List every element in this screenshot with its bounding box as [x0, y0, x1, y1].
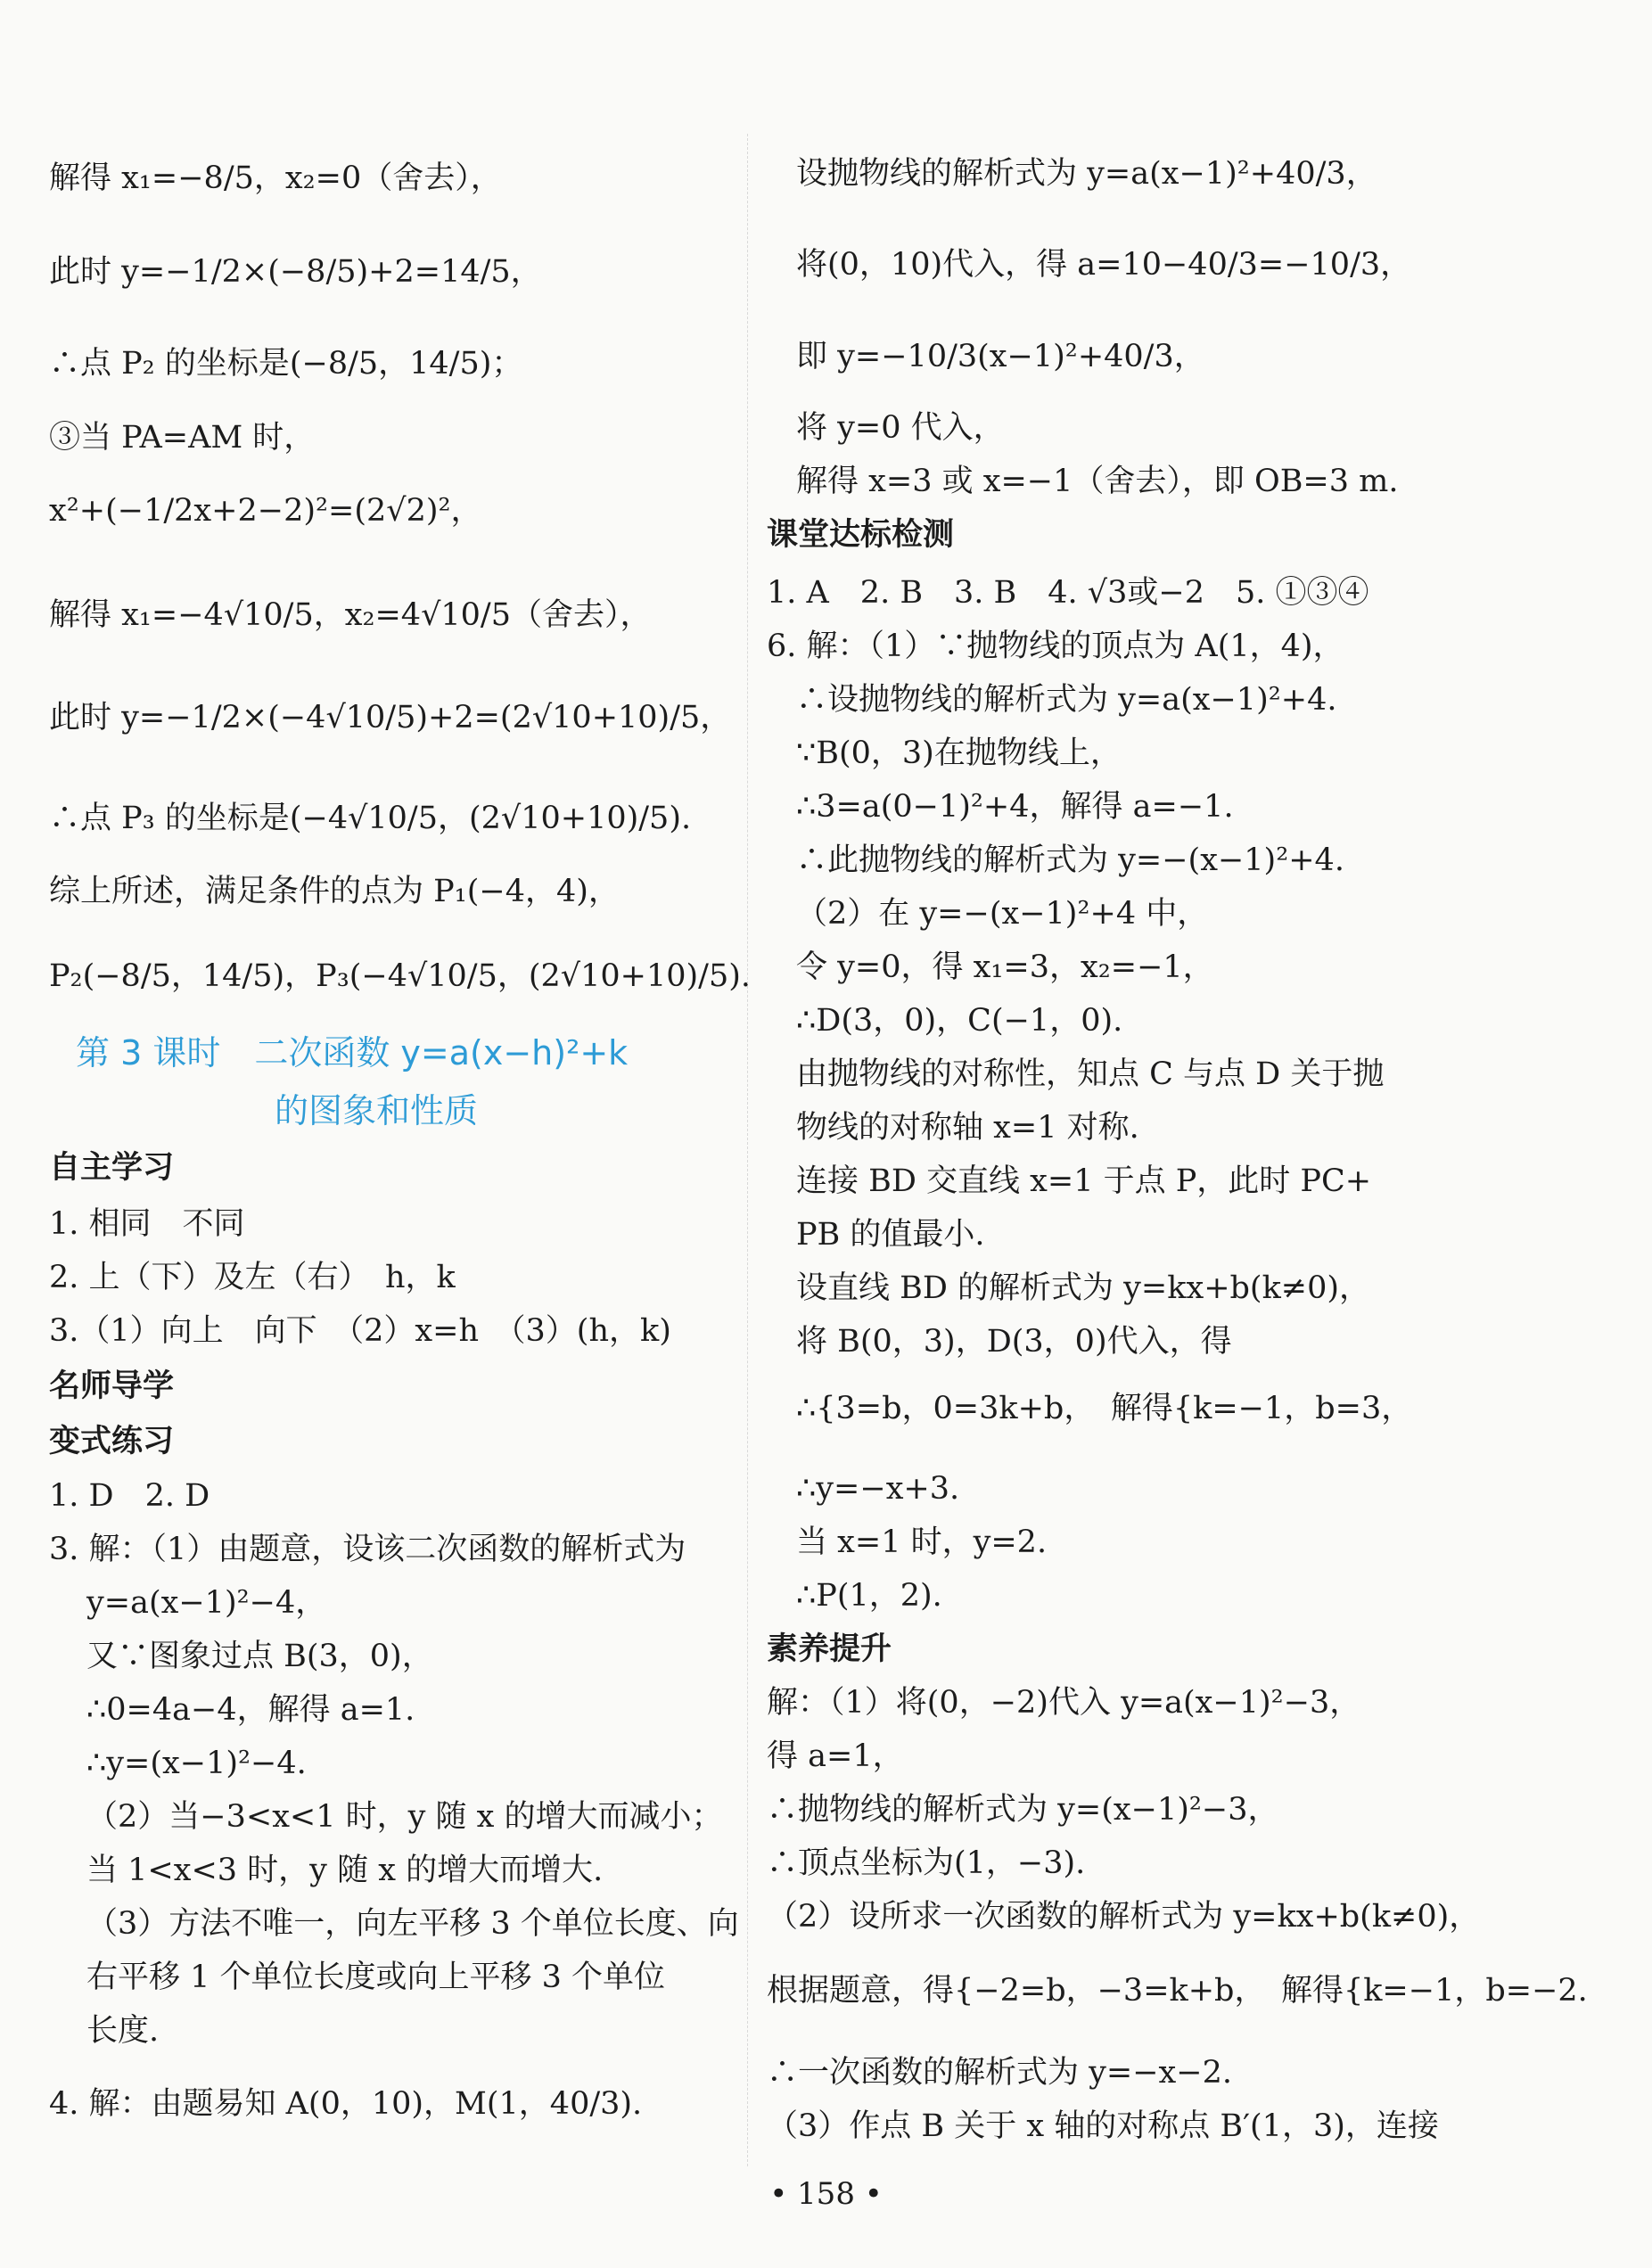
- text-line: ∴点 P₂ 的坐标是(−8/5，14/5)；: [49, 346, 523, 382]
- section-heading: 课堂达标检测: [767, 517, 955, 553]
- text-line: 长度.: [86, 2013, 160, 2049]
- text-line: ∴{3=b，0=3k+b， 解得{k=−1，b=3，: [796, 1391, 1413, 1426]
- text-line: 1. A 2. B 3. B 4. √3或−2 5. ①③④: [767, 575, 1369, 611]
- text-line: ③当 PA=AM 时，: [49, 420, 316, 456]
- text-line: 将(0，10)代入，得 a=10−40/3=−10/3，: [796, 247, 1412, 283]
- text-line: 解得 x₁=−4√10/5，x₂=4√10/5（舍去），: [49, 597, 652, 633]
- text-line: P₂(−8/5，14/5)，P₃(−4√10/5，(2√10+10)/5).: [49, 958, 751, 994]
- text-line: 6. 解：（1）∵抛物线的顶点为 A(1，4)，: [767, 629, 1344, 664]
- text-line: ∴此抛物线的解析式为 y=−(x−1)²+4.: [796, 842, 1344, 878]
- text-line: ∴y=(x−1)²−4.: [86, 1746, 307, 1781]
- text-line: 1. D 2. D: [49, 1478, 210, 1514]
- text-line: ∴P(1，2).: [796, 1578, 942, 1614]
- text-line: 由抛物线的对称性，知点 C 与点 D 关于抛: [796, 1056, 1385, 1092]
- subsection-heading: 变式练习: [49, 1424, 175, 1459]
- text-line: 解得 x₁=−8/5，x₂=0（舍去），: [49, 160, 502, 196]
- text-line: ∴3=a(0−1)²+4，解得 a=−1.: [796, 789, 1234, 825]
- text-line: 2. 上（下）及左（右） h，k: [49, 1260, 456, 1295]
- text-line: 又∵图象过点 B(3，0)，: [86, 1639, 433, 1674]
- text-line: （2）设所求一次函数的解析式为 y=kx+b(k≠0)，: [767, 1899, 1481, 1935]
- text-line: 根据题意，得{−2=b，−3=k+b， 解得{k=−1，b=−2.: [767, 1973, 1588, 2009]
- text-line: 解：（1）将(0，−2)代入 y=a(x−1)²−3，: [767, 1685, 1361, 1721]
- column-divider: [747, 134, 748, 2166]
- text-line: 综上所述，满足条件的点为 P₁(−4，4)，: [49, 874, 620, 909]
- text-line: （2）在 y=−(x−1)²+4 中，: [796, 896, 1209, 932]
- text-line: ∴0=4a−4，解得 a=1.: [86, 1692, 415, 1728]
- text-line: ∴设抛物线的解析式为 y=a(x−1)²+4.: [796, 682, 1337, 718]
- text-line: ∴D(3，0)，C(−1，0).: [796, 1003, 1123, 1039]
- text-line: 当 x=1 时，y=2.: [796, 1524, 1048, 1560]
- page-number: • 158 •: [769, 2176, 883, 2212]
- text-line: 设抛物线的解析式为 y=a(x−1)²+40/3，: [796, 156, 1377, 192]
- text-line: 即 y=−10/3(x−1)²+40/3，: [796, 339, 1205, 374]
- text-line: （3）作点 B 关于 x 轴的对称点 B′(1，3)，连接: [767, 2108, 1439, 2144]
- section-heading: 自主学习: [49, 1150, 175, 1186]
- text-line: 3.（1）向上 向下 （2）x=h （3）(h，k): [49, 1313, 671, 1349]
- text-line: PB 的值最小.: [796, 1217, 985, 1253]
- text-line: （3）方法不唯一，向左平移 3 个单位长度、向: [86, 1906, 739, 1942]
- text-line: 当 1<x<3 时，y 随 x 的增大而增大.: [86, 1853, 604, 1888]
- text-line: ∴抛物线的解析式为 y=(x−1)²−3，: [767, 1792, 1279, 1828]
- lesson-title-line-2: 的图象和性质: [275, 1091, 479, 1130]
- text-line: ∴顶点坐标为(1，−3).: [767, 1845, 1086, 1881]
- text-line: 令 y=0，得 x₁=3，x₂=−1，: [796, 949, 1214, 985]
- text-line: 得 a=1，: [767, 1738, 904, 1774]
- text-line: ∵B(0，3)在抛物线上，: [796, 735, 1122, 771]
- text-line: 右平移 1 个单位长度或向上平移 3 个单位: [86, 1960, 666, 1995]
- text-line: 设直线 BD 的解析式为 y=kx+b(k≠0)，: [796, 1270, 1371, 1306]
- text-line: 连接 BD 交直线 x=1 于点 P，此时 PC+: [796, 1163, 1372, 1199]
- text-line: 此时 y=−1/2×(−4√10/5)+2=(2√10+10)/5，: [49, 700, 732, 735]
- text-line: 此时 y=−1/2×(−8/5)+2=14/5，: [49, 254, 542, 290]
- text-line: ∴一次函数的解析式为 y=−x−2.: [767, 2055, 1233, 2091]
- text-line: 物线的对称轴 x=1 对称.: [796, 1110, 1139, 1146]
- text-line: 解得 x=3 或 x=−1（舍去），即 OB=3 m.: [796, 464, 1399, 499]
- lesson-title: 第 3 课时 二次函数 y=a(x−h)²+k: [76, 1033, 629, 1072]
- text-line: 1. 相同 不同: [49, 1206, 245, 1242]
- section-heading: 名师导学: [49, 1368, 175, 1404]
- text-line: y=a(x−1)²−4，: [86, 1585, 327, 1621]
- text-line: 将 y=0 代入，: [796, 410, 1005, 446]
- text-line: （2）当−3<x<1 时，y 随 x 的增大而减小；: [86, 1799, 723, 1835]
- text-line: ∴点 P₃ 的坐标是(−4√10/5，(2√10+10)/5).: [49, 801, 692, 836]
- text-line: ∴y=−x+3.: [796, 1471, 960, 1507]
- text-line: 3. 解：（1）由题意，设该二次函数的解析式为: [49, 1532, 686, 1567]
- text-line: 将 B(0，3)，D(3，0)代入，得: [796, 1324, 1232, 1360]
- text-line: x²+(−1/2x+2−2)²=(2√2)²，: [49, 493, 482, 529]
- section-heading: 素养提升: [767, 1631, 892, 1667]
- text-line: 4. 解：由题易知 A(0，10)，M(1，40/3).: [49, 2086, 643, 2122]
